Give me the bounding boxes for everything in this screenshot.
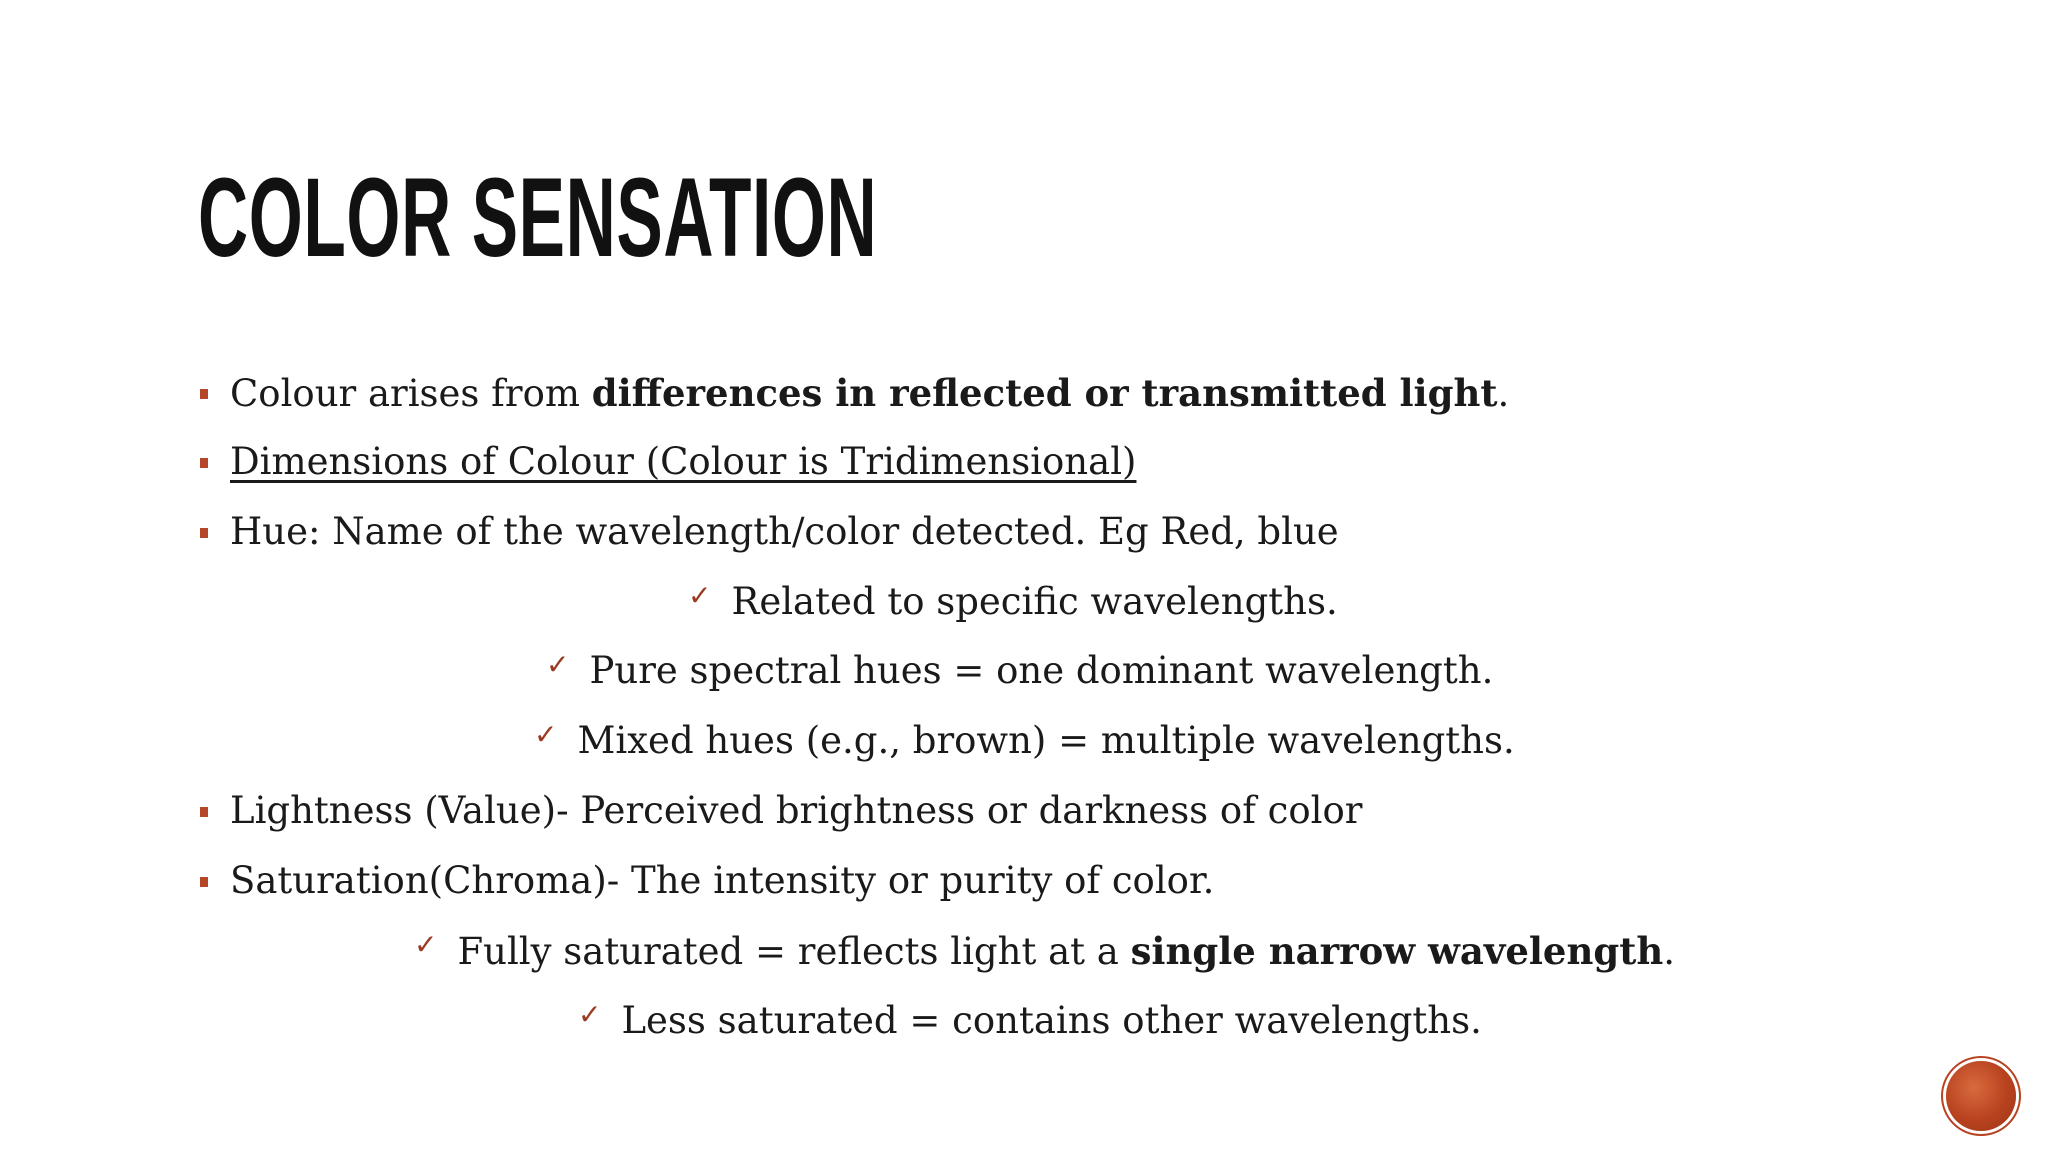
slide-nav-button[interactable] [1946, 1061, 2016, 1131]
bullet-text [457, 921, 1675, 982]
square-bullet-icon [200, 528, 208, 538]
text-segment: Mixed hues (e.g., brown) = multiple wavelengths. [577, 719, 1515, 762]
checkmark-icon: ✓ [534, 718, 558, 751]
sub-bullet-item [578, 991, 1482, 1051]
text-segment: Colour arises from [230, 372, 592, 415]
sub-bullet-item [688, 572, 1338, 632]
bullet-text [230, 363, 1509, 424]
sub-bullet-item [534, 711, 1515, 771]
underlined-heading: Dimensions of Colour (Colour is Tridimensional) [230, 440, 1137, 483]
text-segment: Lightness (Value)- Perceived brightness or darkness of color [230, 789, 1363, 832]
checkmark-icon: ✓ [578, 998, 602, 1031]
checkmark-icon: ✓ [414, 928, 438, 961]
text-segment: Saturation(Chroma)- The intensity or purity of color. [230, 859, 1215, 902]
text-segment: Related to specific wavelengths. [731, 580, 1338, 623]
slide-title: COLOR SENSATION [198, 155, 878, 280]
text-segment: Less saturated = contains other wavelengths. [621, 999, 1482, 1042]
bullet-text [230, 781, 1362, 841]
text-segment: Hue: Name of the wavelength/color detected. Eg Red, blue [230, 510, 1339, 553]
checkmark-icon: ✓ [546, 648, 570, 681]
bullet-text [731, 572, 1337, 632]
bullet-text [577, 711, 1514, 771]
bold-text: single narrow wavelength [1130, 929, 1664, 973]
bullet-text [230, 502, 1339, 562]
bullet-text [621, 991, 1481, 1051]
text-segment: Fully saturated = reflects light at a [457, 930, 1131, 973]
square-bullet-icon [200, 807, 208, 817]
text-segment: Pure spectral hues = one dominant wavelength. [589, 649, 1494, 692]
bold-text: differences in reflected or transmitted light [591, 371, 1498, 415]
bullet-text [230, 851, 1214, 911]
checkmark-icon: ✓ [688, 579, 712, 612]
square-bullet-icon [200, 877, 208, 887]
bullet-text [230, 432, 1136, 492]
square-bullet-icon [200, 389, 208, 399]
sub-bullet-item [414, 921, 1675, 981]
text-segment: . [1497, 372, 1510, 415]
bullet-text [589, 641, 1493, 701]
sub-bullet-item [546, 641, 1493, 701]
text-segment: . [1663, 930, 1675, 973]
square-bullet-icon [200, 458, 208, 468]
